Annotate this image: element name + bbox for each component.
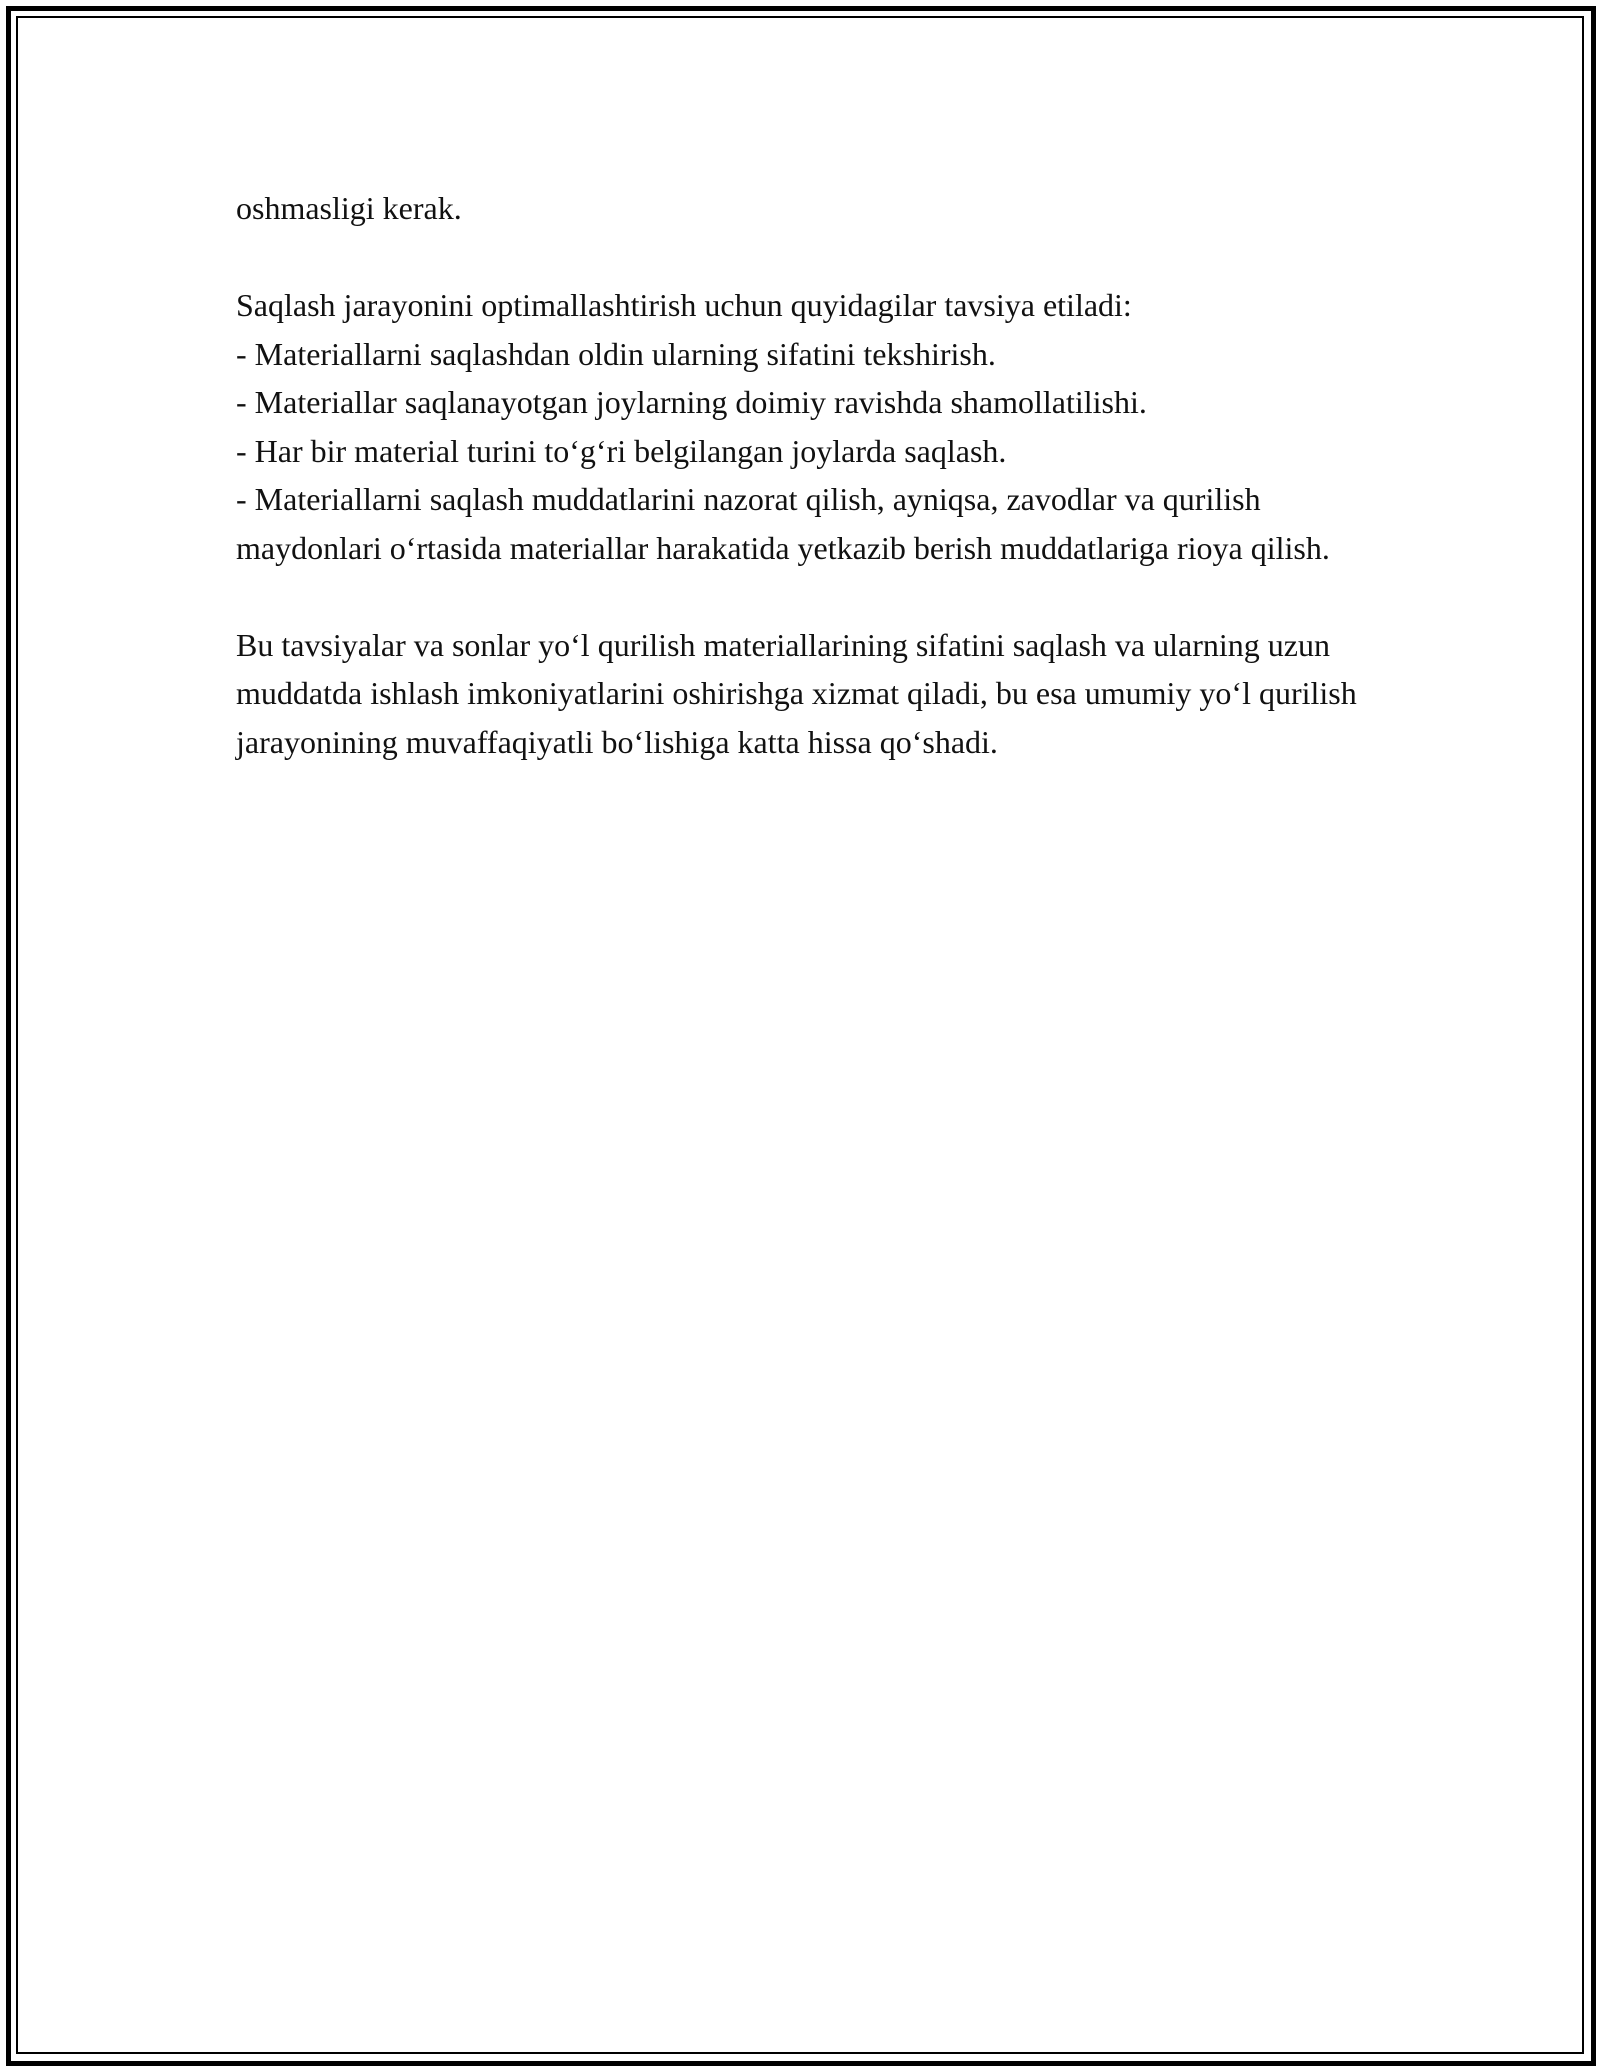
recommendations-intro: Saqlash jarayonini optimallashtirish uchun quyidagilar tavsiya etiladi:	[236, 287, 1132, 323]
paragraph-spacer	[236, 572, 1376, 621]
recommendation-item: - Materiallarni saqlashdan oldin ularning sifatini tekshirish.	[236, 335, 996, 372]
paragraph-spacer	[236, 233, 1376, 282]
recommendation-item: - Materiallar saqlanayotgan joylarning doimiy ravishda shamollatilishi.	[236, 384, 1147, 420]
page-content	[236, 184, 1376, 766]
recommendation-item: - Har bir material turini to‘g‘ri belgilangan joylarda saqlash.	[236, 432, 1007, 469]
recommendation-item: - Materiallarni saqlash muddatlarini nazorat qilish, ayniqsa, zavodlar va qurilish maydonlari o‘rtasida materiallar harakatida yetkazib berish muddatlariga rioya qilish.	[236, 481, 1330, 566]
conclusion-paragraph: Bu tavsiyalar va sonlar yo‘l qurilish materiallarining sifatini saqlash va ularning uzun muddatda ishlash imkoniyatlarini oshirishga xizmat qiladi, bu esa umumiy yo‘l qurilish jarayonining muvaffaqiyatli bo‘lishiga katta hissa qo‘shadi.	[236, 626, 1357, 760]
continuation-paragraph: oshmasligi kerak.	[236, 190, 462, 226]
